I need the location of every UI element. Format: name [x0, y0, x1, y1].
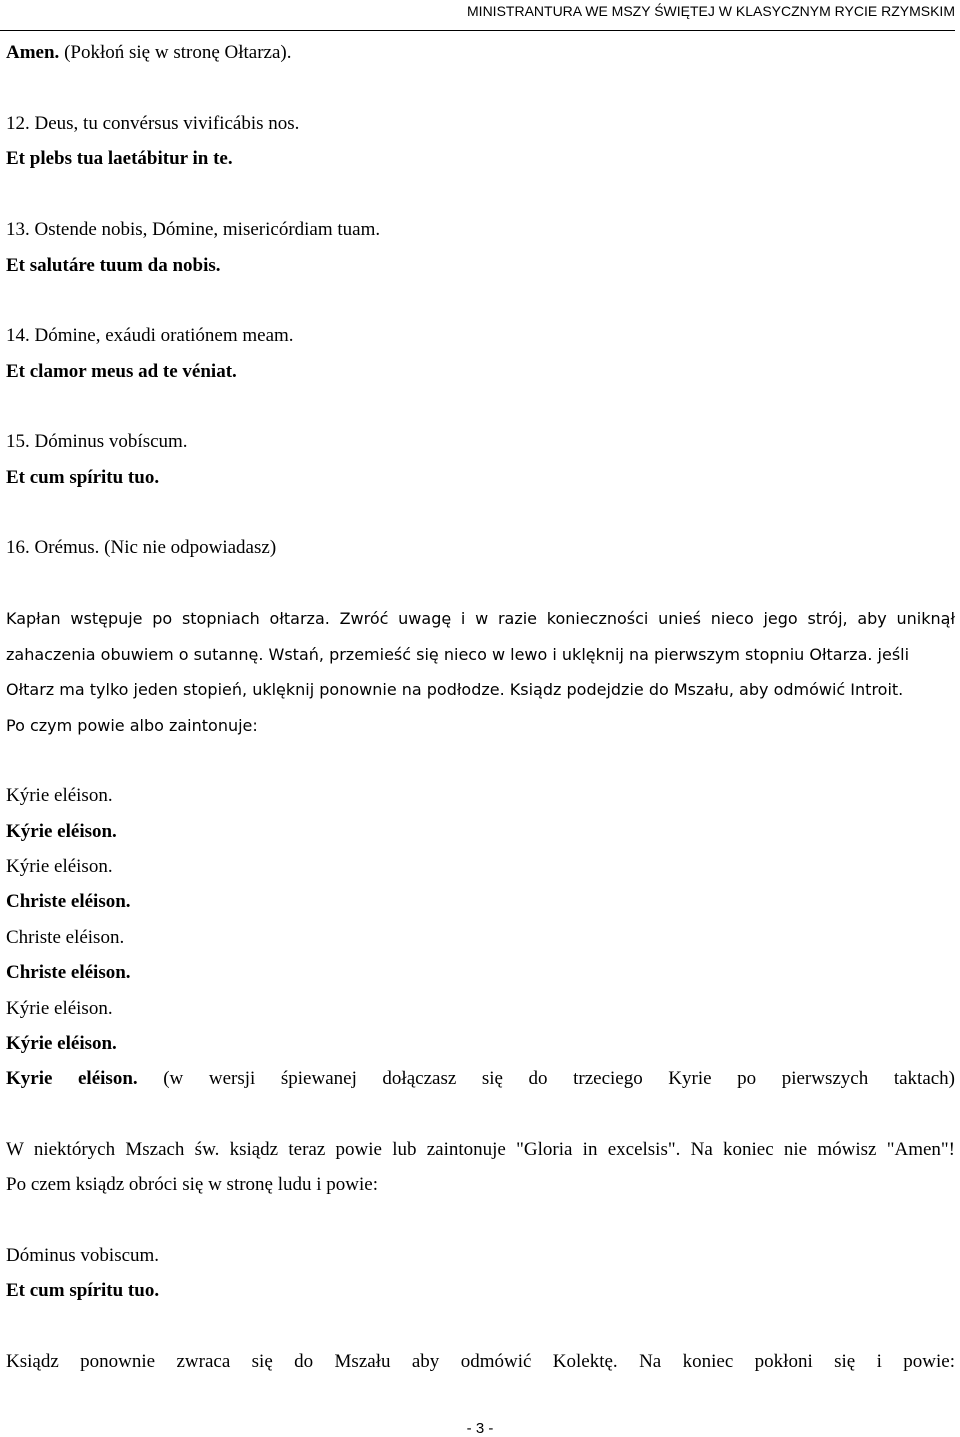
rubric-paragraph-line: Kapłan wstępuje po stopniach ołtarza. Zwróć uwagę i w razie konieczności unieś nieco jego strój, aby uniknął: [6, 609, 955, 628]
response-13: Et salutáre tuum da nobis.: [6, 255, 221, 276]
response-amen: [6, 42, 291, 64]
kyrie-response: Kýrie eléison.: [6, 821, 117, 842]
response-15: Et cum spíritu tuo.: [6, 467, 160, 488]
page-number: - 3 -: [466, 1420, 494, 1437]
christe-response: Christe eléison.: [6, 962, 131, 983]
bold-response: Kyrie eléison.: [6, 1068, 138, 1089]
versicle-12: 12. Deus, tu convérsus vivificábis nos.: [6, 113, 300, 134]
bold-response: Amen.: [6, 42, 60, 63]
response-et-cum: Et cum spíritu tuo.: [6, 1280, 160, 1301]
versicle-13: 13. Ostende nobis, Dómine, misericórdiam tuam.: [6, 219, 381, 240]
rubric-paragraph-line: Po czym powie albo zaintonuje:: [6, 716, 258, 735]
kyrie-versicle: Kýrie eléison.: [6, 856, 113, 877]
kyrie-final-line: [6, 1068, 955, 1090]
rubric-note: (Pokłoń się w stronę Ołtarza).: [64, 42, 292, 63]
christe-response: Christe eléison.: [6, 891, 131, 912]
versicle-16: 16. Orémus. (Nic nie odpowiadasz): [6, 537, 277, 558]
rubric-paragraph-line: zahaczenia obuwiem o sutannę. Wstań, przemieść się nieco w lewo i uklęknij na pierwszym stopniu Ołtarza. jeśli: [6, 645, 910, 664]
kyrie-response: Kýrie eléison.: [6, 1033, 117, 1054]
versicle-dominus: Dóminus vobiscum.: [6, 1245, 160, 1266]
collect-rubric: Ksiądz ponownie zwraca się do Mszału aby odmówić Kolektę. Na koniec pokłoni się i powie:: [6, 1351, 955, 1372]
page-header: [0, 0, 955, 31]
gloria-rubric-2: Po czem ksiądz obróci się w stronę ludu i powie:: [6, 1174, 379, 1195]
rubric-note: (w wersji śpiewanej dołączasz się do trzeciego Kyrie po pierwszych taktach): [163, 1068, 956, 1089]
versicle-15: 15. Dóminus vobíscum.: [6, 431, 188, 452]
rubric-paragraph-line: Ołtarz ma tylko jeden stopień, uklęknij ponownie na podłodze. Ksiądz podejdzie do Mszału, aby odmówić Introit.: [6, 680, 904, 699]
kyrie-versicle: Kýrie eléison.: [6, 785, 113, 806]
kyrie-versicle: Kýrie eléison.: [6, 998, 113, 1019]
header-title: MINISTRANTURA WE MSZY ŚWIĘTEJ W KLASYCZNYM RYCIE RZYMSKIM: [467, 3, 955, 19]
versicle-14: 14. Dómine, exáudi oratiónem meam.: [6, 325, 294, 346]
gloria-rubric: W niektórych Mszach św. ksiądz teraz powie lub zaintonuje "Gloria in excelsis". Na koniec nie mówisz "Amen"!: [6, 1139, 955, 1160]
response-12: Et plebs tua laetábitur in te.: [6, 148, 233, 169]
christe-versicle: Christe eléison.: [6, 927, 125, 948]
response-14: Et clamor meus ad te véniat.: [6, 361, 237, 382]
